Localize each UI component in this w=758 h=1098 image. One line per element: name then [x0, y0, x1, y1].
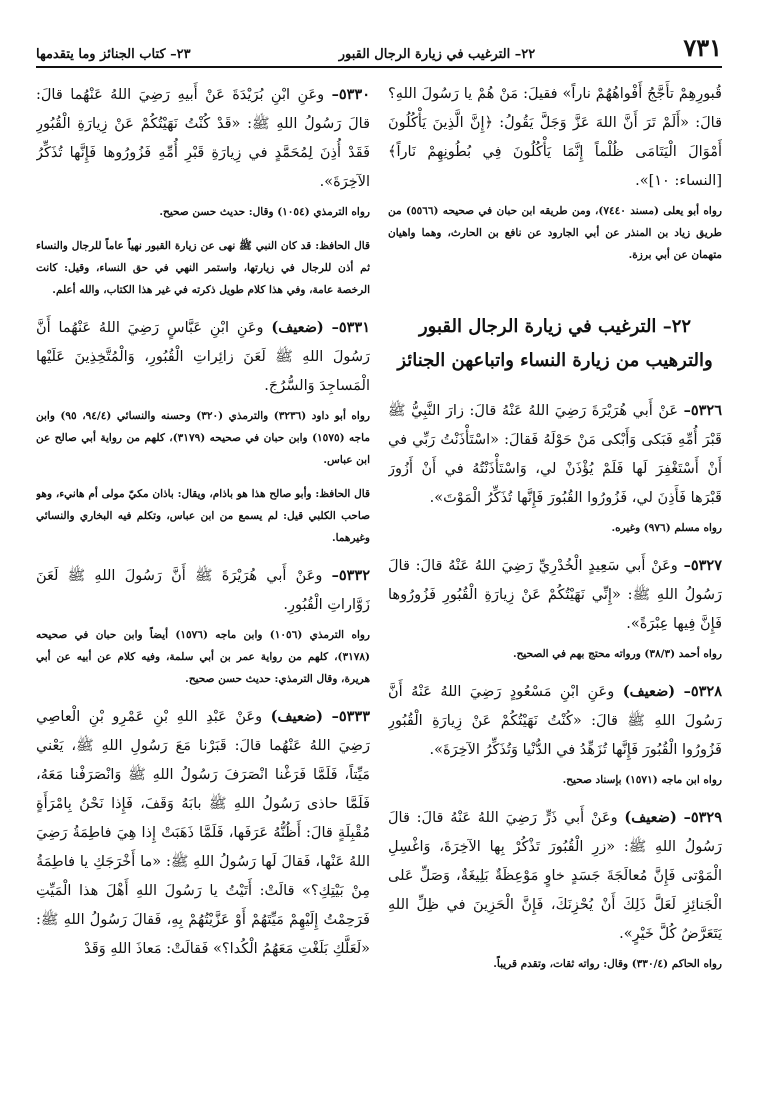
hadith-number: ٥٣٢٦– — [683, 402, 722, 419]
hadith-5327 — [388, 551, 722, 639]
hadith-grade: (ضعيف) — [622, 683, 676, 700]
hadith-note: رواه أبو داود (٣٢٣٦) والترمذي (٣٢٠) وحسنه والنسائي (٩٤/٤، ٩٥) وابن ماجه (١٥٧٥) وابن حبان في صحيحه (٣١٧٩)، كلهم من رواية أبي صالح عن ابن عباس. — [36, 410, 370, 466]
hadith-note: رواه أبو يعلى (مسند ٧٤٤٠)، ومن طريقه ابن حبان في صحيحه (٥٥٦٦) من طريق زياد بن المنذر عن أبي الجارود عن نافع بن الحارث، وهما واهيان متهمان عن أبي برزة. — [388, 205, 722, 261]
hadith-number: ٥٣٢٨– — [683, 683, 722, 700]
hadith-text: عَنْ أَبي هُرَيْرَةَ رَضِيَ اللهُ عَنْهُ قالَ: زارَ النَّبِيُّ ﷺ قَبْرَ أُمِّهِ فَبَكى وَأَبْكى مَنْ حَوْلَهُ فَقالَ: «اسْتَأْذَنْتُ رَبِّي في أَنْ أَسْتَغْفِرَ لَها فَلَمْ يُؤْذَنْ لي، وَاسْتَأْذَنْتُهُ في أَنْ أَزُورَ قَبْرَها فَأَذِنَ لي، فَزُورُوا القُبُورَ فَإِنَّها تُذَكِّرُ الْمَوْتَ». — [388, 403, 722, 506]
hadith-text: وعَنْ أَبي ذَرٍّ رَضِيَ اللهُ عَنْهُ قالَ: قالَ رَسُولُ اللهِ ﷺ: «زرِ الْقُبُورَ تَذْكُرْ بِها الآخِرَةَ، وَاغْسِلِ الْمَوْتى فَإِنَّ مُعالَجَةَ جَسَدٍ خاوٍ مَوْعِظَةٌ بَلِيغَةٌ، وَصَلِّ عَلى الْجَنائِزِ لَعَلَّ ذَلِكَ أَنْ يُحْزِنَكَ، فَإِنَّ الْحَزِينَ في ظِلِّ اللهِ يَتَعَرَّضُ كُلَّ خَيْرٍ». — [388, 810, 722, 942]
hadith-number: ٥٣٣١– — [331, 319, 370, 336]
book-title: ٢٣– كتاب الجنائز وما يتقدمها — [36, 47, 191, 62]
hadith-number: ٥٣٣٢– — [331, 567, 370, 584]
right-column — [388, 80, 722, 1068]
hadith-note: رواه الترمذي (١٠٥٤) وقال: حديث حسن صحيح. — [159, 206, 370, 218]
hadith-5328 — [388, 677, 722, 765]
hadith-5330 — [36, 80, 370, 197]
hadith-continuation: قُبورِهِمْ تأَجَّجُ أَفْواهُهُمْ ناراً» فقيلَ: مَنْ هُمْ يا رَسُولَ اللهِ؟ قالَ: «أَلَمْ تَرَ أَنَّ اللهَ عَزَّ وَجَلَّ يَقُولُ: ﴿إِنَّ الَّذِينَ يَأْكُلُونَ أَمْوَالَ الْيَتَامَى ظُلْماً إِنَّمَا يَأْكُلُونَ فِي بُطُونِهِمْ نَاراً﴾ [النساء: ١٠]». — [388, 86, 722, 189]
hadith-5331 — [36, 313, 370, 401]
section-title-line-1: ٢٢– الترغيب في زيارة الرجال القبور — [418, 316, 692, 337]
page-header — [36, 22, 722, 68]
hadith-5329 — [388, 803, 722, 949]
section-title-line-2: والترهيب من زيارة النساء واتباعهن الجنائز — [397, 350, 713, 371]
hafiz-comment: قال الحافظ: قد كان النبي ﷺ نهى عن زيارة القبور نهياً عاماً للرجال والنساء ثم أذن للرجال في زيارتها، واستمر النهي في حق النساء، وقيل: كانت الرخصة عامة، وفي هذا كلام طويل ذكرته في غير هذا الكتاب، والله أعلم. — [36, 240, 370, 296]
hadith-text: وعَنِ ابْنِ عَبَّاسٍ رَضِيَ اللهُ عَنْهُما أَنَّ رَسُولَ اللهِ ﷺ لَعَنَ زائِراتِ الْقُبُورِ، وَالْمُتَّخِذِينَ عَلَيْها الْمَساجِدَ وَالسُّرُجَ. — [36, 320, 370, 394]
hadith-note: رواه ابن ماجه (١٥٧١) بإسناد صحيح. — [562, 774, 722, 786]
hadith-grade: (ضعيف) — [624, 809, 677, 826]
hadith-note: رواه مسلم (٩٧٦) وغيره. — [611, 522, 722, 534]
hadith-number: ٥٣٢٩– — [683, 809, 722, 826]
running-title: ٢٢– الترغيب في زيارة الرجال القبور — [338, 47, 536, 62]
hadith-text: وعَنِ ابْنِ بُرَيْدَةَ عَنْ أَبيهِ رَضِيَ اللهُ عَنْهُما قالَ: قالَ رَسُولُ اللهِ ﷺ: «قَدْ كُنْتُ نَهَيْتُكُمْ عَنْ زِيارَةِ الْقُبُورِ فَقَدْ أُذِنَ لِمُحَمَّدٍ في زِيارَةِ قَبْرِ أُمِّهِ فَزُورُوها فَإِنَّها تُذَكِّرُ الآخِرَةَ». — [36, 87, 370, 190]
hadith-grade: (ضعيف) — [271, 319, 324, 336]
hadith-5332 — [36, 561, 370, 620]
hadith-5326 — [388, 396, 722, 513]
page-number: ٧٣١ — [683, 33, 722, 62]
hadith-text: وعَنْ أَبي سَعِيدٍ الْخُدْرِيِّ رَضِيَ اللهُ عَنْهُ قالَ: قالَ رَسُولُ اللهِ ﷺ: «إِنِّي نَهَيْتُكُمْ عَنْ زِيارَةِ الْقُبُورِ فَزُورُوها فَإِنَّ فِيها عِبْرَةً». — [388, 558, 722, 632]
hadith-note: رواه أحمد (٣٨/٣) ورواته محتج بهم في الصحيح. — [512, 648, 722, 660]
section-heading — [388, 310, 722, 378]
hadith-grade: (ضعيف) — [270, 708, 324, 725]
hadith-note: رواه الترمذي (١٠٥٦) وابن ماجه (١٥٧٦) أيضاً وابن حبان في صحيحه (٣١٧٨)، كلهم من رواية عمر بن أبي سلمة، وفيه كلام عن أبيه عن أبي هريرة، وقال الترمذي: حديث حسن صحيح. — [36, 629, 370, 685]
hadith-text: وعَنْ أَبي هُرَيْرَةَ ﷺ أَنَّ رَسُولَ اللهِ ﷺ لَعَنَ زَوَّاراتِ الْقُبُورِ. — [36, 568, 370, 613]
hadith-text: وعَنِ ابْنِ مَسْعُودٍ رَضِيَ اللهُ عَنْهُ أَنَّ رَسُولَ اللهِ ﷺ قالَ: «كُنْتُ نَهَيْتُكُمْ عَنْ زِيارَةِ الْقُبُورِ فَزُورُوا الْقُبُورَ فَإِنَّها تُزَهِّدُ في الدُّنْيا وَتُذَكِّرُ الآخِرَةَ». — [388, 684, 722, 758]
hadith-note: رواه الحاكم (٣٣٠/٤) وقال: رواته ثقات، وتقدم قريباً. — [493, 958, 722, 970]
hadith-number: ٥٣٢٧– — [683, 557, 722, 574]
hafiz-comment: قال الحافظ: وأبو صالح هذا هو باذام، ويقال: باذان مكيّ مولى أم هانيء، وهو صاحب الكلبي قيل: لم يسمع من ابن عباس، وتكلم فيه البخاري والنسائي وغيرهما. — [36, 488, 370, 544]
hadith-text: وعَنْ عَبْدِ اللهِ بْنِ عَمْرِو بْنِ الْعاصِي رَضِيَ اللهُ عَنْهُما قالَ: قَبَرْنا مَعَ رَسُولِ اللهِ ﷺ، يَعْني مَيِّتاً، فَلَمَّا فَرَغْنا انْصَرَفَ رَسُولُ اللهِ ﷺ وَانْصَرَفْنا مَعَهُ، فَلَمَّا حاذى رَسُولُ اللهِ ﷺ بابَهُ وَقَفَ، فَإِذا نَحْنُ بِامْرَأَةٍ مُقْبِلَةٍ قالَ: أَظُنُّهُ عَرَفَها، فَلَمَّا ذَهَبَتْ إِذا هِيَ فاطِمَةُ رَضِيَ اللهُ عَنْها، فَقالَ لَها رَسُولُ اللهِ ﷺ: «ما أَخْرَجَكِ يا فاطِمَةُ مِنْ بَيْتِكِ؟» قالَتْ: أَتَيْتُ يا رَسُولَ اللهِ أَهْلَ هذا الْمَيِّتِ فَرَحِمْتُ إِلَيْهِمْ مَيِّتَهُمْ أَوْ عَزَّيْتُهُمْ بِهِ، فَقالَ رَسُولُ اللهِ ﷺ: «لَعَلَّكِ بَلَغْتِ مَعَهُمُ الْكُدا؟» فَقالَتْ: مَعاذَ اللهِ وَقَدْ — [36, 709, 370, 957]
hadith-number: ٥٣٣٠– — [331, 86, 370, 103]
hadith-number: ٥٣٣٣– — [331, 708, 370, 725]
left-column — [36, 80, 370, 1068]
hadith-5333 — [36, 702, 370, 964]
